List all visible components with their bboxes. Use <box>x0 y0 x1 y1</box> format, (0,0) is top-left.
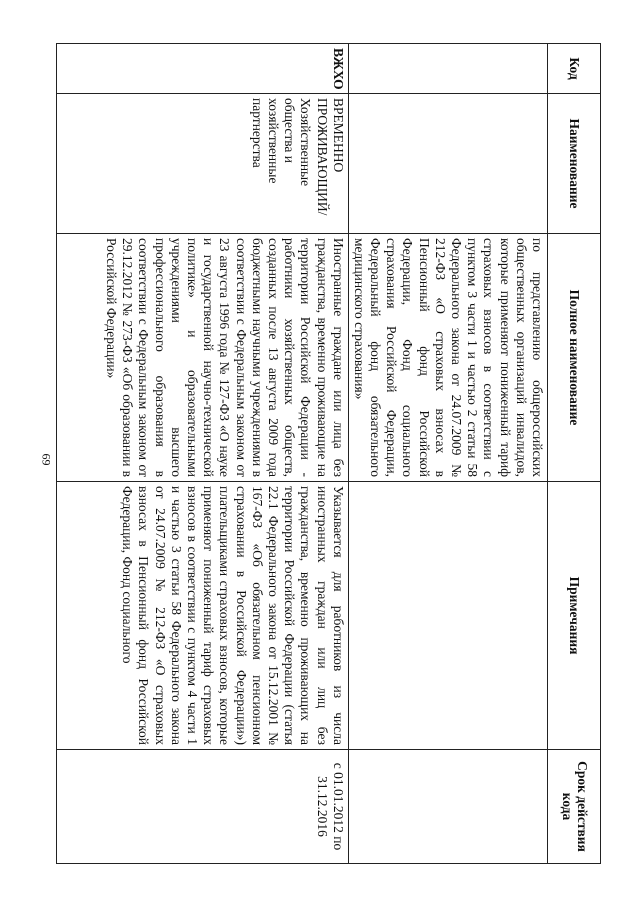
header-full-name: Полное наименование <box>548 234 601 482</box>
cell-notes: Указывается для работников из числа иностранных граждан или лиц без гражданства, временно проживающих на территории Российской Федерации (статья 22.1 Федерального закона от 15.12.2001 № 167-ФЗ «Об обязательном пенсионном страховании в Российской Федерации») плательщиками страховых взносов, которые применяют пониженный тариф страховых взносов в соответствии с пунктом 4 части 1 и частью 3 статьи 58 Федерального закона от 24.07.2009 № 212-ФЗ «О страховых взносах в Пенсионный фонд Российской Федерации, Фонд социального <box>57 482 349 750</box>
cell-term <box>348 750 547 864</box>
header-term: Срок действия кода <box>548 750 601 864</box>
header-name: Наименование <box>548 94 601 234</box>
rotated-table-container <box>56 43 601 863</box>
cell-full-name: Иностранные граждане или лица без гражданства, временно проживающие на территории Российской Федерации - работники хозяйственных обществ, созданных после 13 августа 2009 года бюджетными научными учреждениями в соответствии с Федеральным законом от 23 августа 1996 года № 127-ФЗ «О науке и государственной научно-технической политике» и образовательными учреждениями высшего профессионального образования в соответствии с Федеральным законом от 29.12.2012 № 273-ФЗ «Об образовании в Российской Федерации» <box>57 234 349 482</box>
table-row <box>348 44 547 864</box>
table-row <box>57 44 349 864</box>
cell-notes <box>348 482 547 750</box>
header-code: Код <box>548 44 601 94</box>
header-notes: Примечания <box>548 482 601 750</box>
page-number: 69 <box>39 453 54 466</box>
codes-table <box>56 43 601 864</box>
table-header-row <box>548 44 601 864</box>
cell-term: с 01.01.2012 по 31.12.2016 <box>57 750 349 864</box>
cell-code: ВЖХО <box>57 44 349 94</box>
cell-code <box>348 44 547 94</box>
cell-name: ВРЕМЕННО ПРОЖИВАЮЩИЙ/ Хозяйственные общества и хозяйственные партнерства <box>57 94 349 234</box>
cell-name <box>348 94 547 234</box>
cell-full-name: по представлению общероссийских общественных организаций инвалидов, которые применяют пониженный тариф страховых взносов в соответствии с пунктом 3 части 1 и частью 2 статьи 58 Федерального закона от 24.07.2009 № 212-ФЗ «О страховых взносах в Пенсионный фонд Российской Федерации, Фонд социального страхования Российской Федерации, Федеральный фонд обязательного медицинского страхования» <box>348 234 547 482</box>
